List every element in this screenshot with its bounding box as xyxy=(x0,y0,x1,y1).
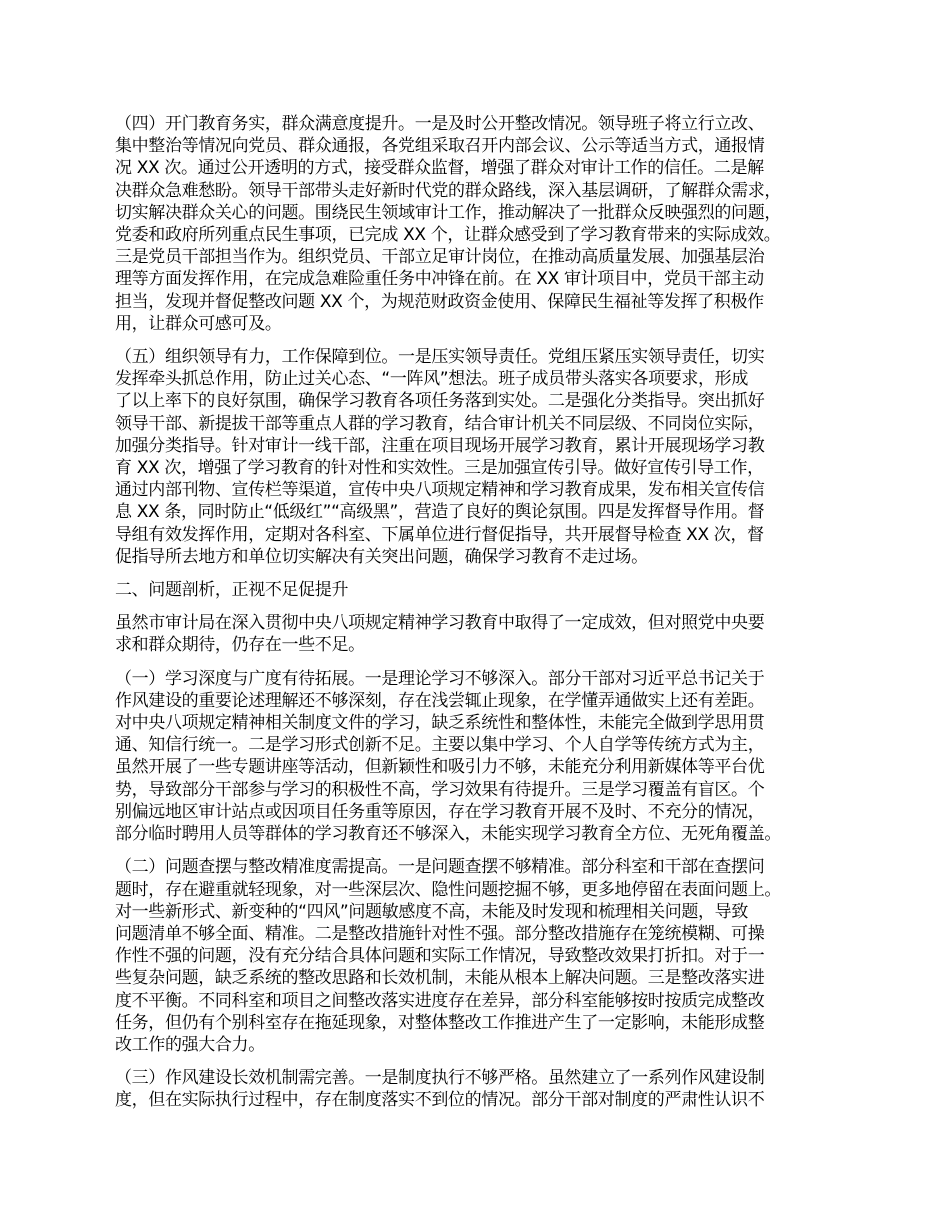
text-line: 作性不强的问题，没有充分结合具体问题和实际工作情况，导致整改效果打折扣。对于一 xyxy=(115,946,765,967)
text-line: 对中央八项规定精神相关制度文件的学习，缺乏系统性和整体性，未能完全做到学思用贯 xyxy=(115,713,765,734)
section-heading xyxy=(115,579,860,601)
text-line: 度，但在实际执行过程中，存在制度落实不到位的情况。部分干部对制度的严肃性认识不 xyxy=(115,1090,765,1111)
text-line: 对一些新形式、新变种的“四风”问题敏感度不高，未能及时发现和梳理相关问题，导致 xyxy=(115,901,748,922)
text-line: 党委和政府所列重点民生事项，已完成 XX 个，让群众感受到了学习教育带来的实际成效。 xyxy=(115,225,781,246)
text-line: （四）开门教育务实，群众满意度提升。一是及时公开整改情况。领导班子将立行立改、 xyxy=(115,114,765,134)
paragraph-section-2-1 xyxy=(115,668,860,846)
text-line: 况 XX 次。通过公开透明的方式，接受群众监督，增强了群众对审计工作的信任。二是解 xyxy=(115,158,764,179)
text-line: 切实解决群众关心的问题。围绕民生领域审计工作，推动解决了一批群众反映强烈的问题， xyxy=(115,202,781,223)
text-line: 问题清单不够全面、精准。二是整改措施针对性不强。部分整改措施存在笼统模糊、可操 xyxy=(115,923,765,944)
text-line: 作风建设的重要论述理解还不够深刻，存在浅尝辄止现象，在学懂弄通做实上还有差距。 xyxy=(115,690,765,711)
text-line: 虽然开展了一些专题讲座等活动，但新颖性和吸引力不够，未能充分利用新媒体等平台优 xyxy=(115,757,765,778)
text-line: 通、知信行统一。二是学习形式创新不足。主要以集中学习、个人自学等传统方式为主， xyxy=(115,735,765,756)
text-line: 部分临时聘用人员等群体的学习教育还不够深入，未能实现学习教育全方位、无死角覆盖。 xyxy=(115,824,781,845)
text-line: 些复杂问题，缺乏系统的整改思路和长效机制，未能从根本上解决问题。三是整改落实进 xyxy=(115,968,765,989)
paragraph-section-2-3 xyxy=(115,1067,860,1111)
text-line: 势，导致部分干部参与学习的积极性不高，学习效果有待提升。三是学习覆盖有盲区。个 xyxy=(115,779,765,800)
paragraph-section-1-4 xyxy=(115,113,860,335)
text-line: 促指导所去地方和单位切实解决有关突出问题，确保学习教育不走过场。 xyxy=(115,546,648,567)
text-line: 担当，发现并督促整改问题 XX 个，为规范财政资金使用、保障民生福祉等发挥了积极作 xyxy=(115,291,764,312)
text-line: 育 XX 次，增强了学习教育的针对性和实效性。三是加强宣传引导。做好宣传引导工作， xyxy=(115,458,764,479)
text-line: 加强分类指导。针对审计一线干部，注重在项目现场开展学习教育，累计开展现场学习教 xyxy=(115,435,765,456)
text-line: 改工作的强大合力。 xyxy=(115,1034,265,1055)
text-line: （三）作风建设长效机制需完善。一是制度执行不够严格。虽然建立了一系列作风建设制 xyxy=(115,1068,765,1089)
paragraph-section-2-2 xyxy=(115,856,860,1056)
text-line: 决群众急难愁盼。领导干部带头走好新时代党的群众路线，深入基层调研，了解群众需求， xyxy=(115,180,781,201)
text-line: 导组有效发挥作用，定期对各科室、下属单位进行督促指导，共开展督导检查 XX 次，督 xyxy=(115,524,764,545)
text-line: 虽然市审计局在深入贯彻中央八项规定精神学习教育中取得了一定成效，但对照党中央要 xyxy=(115,613,765,634)
text-line: 题时，存在避重就轻现象，对一些深层次、隐性问题挖掘不够，更多地停留在表面问题上。 xyxy=(115,879,781,900)
text-line: （一）学习深度与广度有待拓展。一是理论学习不够深入。部分干部对习近平总书记关于 xyxy=(115,668,765,689)
paragraph-section-1-5 xyxy=(115,346,860,568)
text-line: 任务，但仍有个别科室存在拖延现象，对整体整改工作推进产生了一定影响，未能形成整 xyxy=(115,1012,765,1033)
text-line: 了以上率下的良好氛围，确保学习教育各项任务落到实处。二是强化分类指导。突出抓好 xyxy=(115,391,765,412)
text-line: 息 XX 条，同时防止“低级红”“高级黑”，营造了良好的舆论氛围。四是发挥督导作用。督 xyxy=(115,502,765,523)
text-line: 求和群众期待，仍存在一些不足。 xyxy=(115,635,365,656)
text-line: 用，让群众可感可及。 xyxy=(115,313,282,334)
text-line: 发挥牵头抓总作用，防止过关心态、“一阵风”想法。班子成员带头落实各项要求，形成 xyxy=(115,369,748,390)
document-page xyxy=(115,113,860,1123)
text-line: 领导干部、新提拔干部等重点人群的学习教育，结合审计机关不同层级、不同岗位实际， xyxy=(115,413,765,434)
text-line: 通过内部刊物、宣传栏等渠道，宣传中央八项规定精神和学习教育成果，发布相关宣传信 xyxy=(115,480,765,501)
paragraph-section-2-intro xyxy=(115,612,860,656)
text-line: （二）问题查摆与整改精准度需提高。一是问题查摆不够精准。部分科室和干部在查摆问 xyxy=(115,857,765,878)
text-line: 别偏远地区审计站点或因项目任务重等原因，存在学习教育开展不及时、不充分的情况， xyxy=(115,801,765,822)
text-line: 度不平衡。不同科室和项目之间整改落实进度存在差异，部分科室能够按时按质完成整改 xyxy=(115,990,765,1011)
heading-text: 二、问题剖析，正视不足促提升 xyxy=(115,580,349,601)
text-line: （五）组织领导有力，工作保障到位。一是压实领导责任。党组压紧压实领导责任，切实 xyxy=(115,347,765,368)
text-line: 理等方面发挥作用，在完成急难险重任务中冲锋在前。在 XX 审计项目中，党员干部主动 xyxy=(115,269,764,290)
text-line: 集中整治等情况向党员、群众通报，各党组采取召开内部会议、公示等适当方式，通报情 xyxy=(115,136,765,157)
text-line: 三是党员干部担当作为。组织党员、干部立足审计岗位，在推动高质量发展、加强基层治 xyxy=(115,247,765,268)
